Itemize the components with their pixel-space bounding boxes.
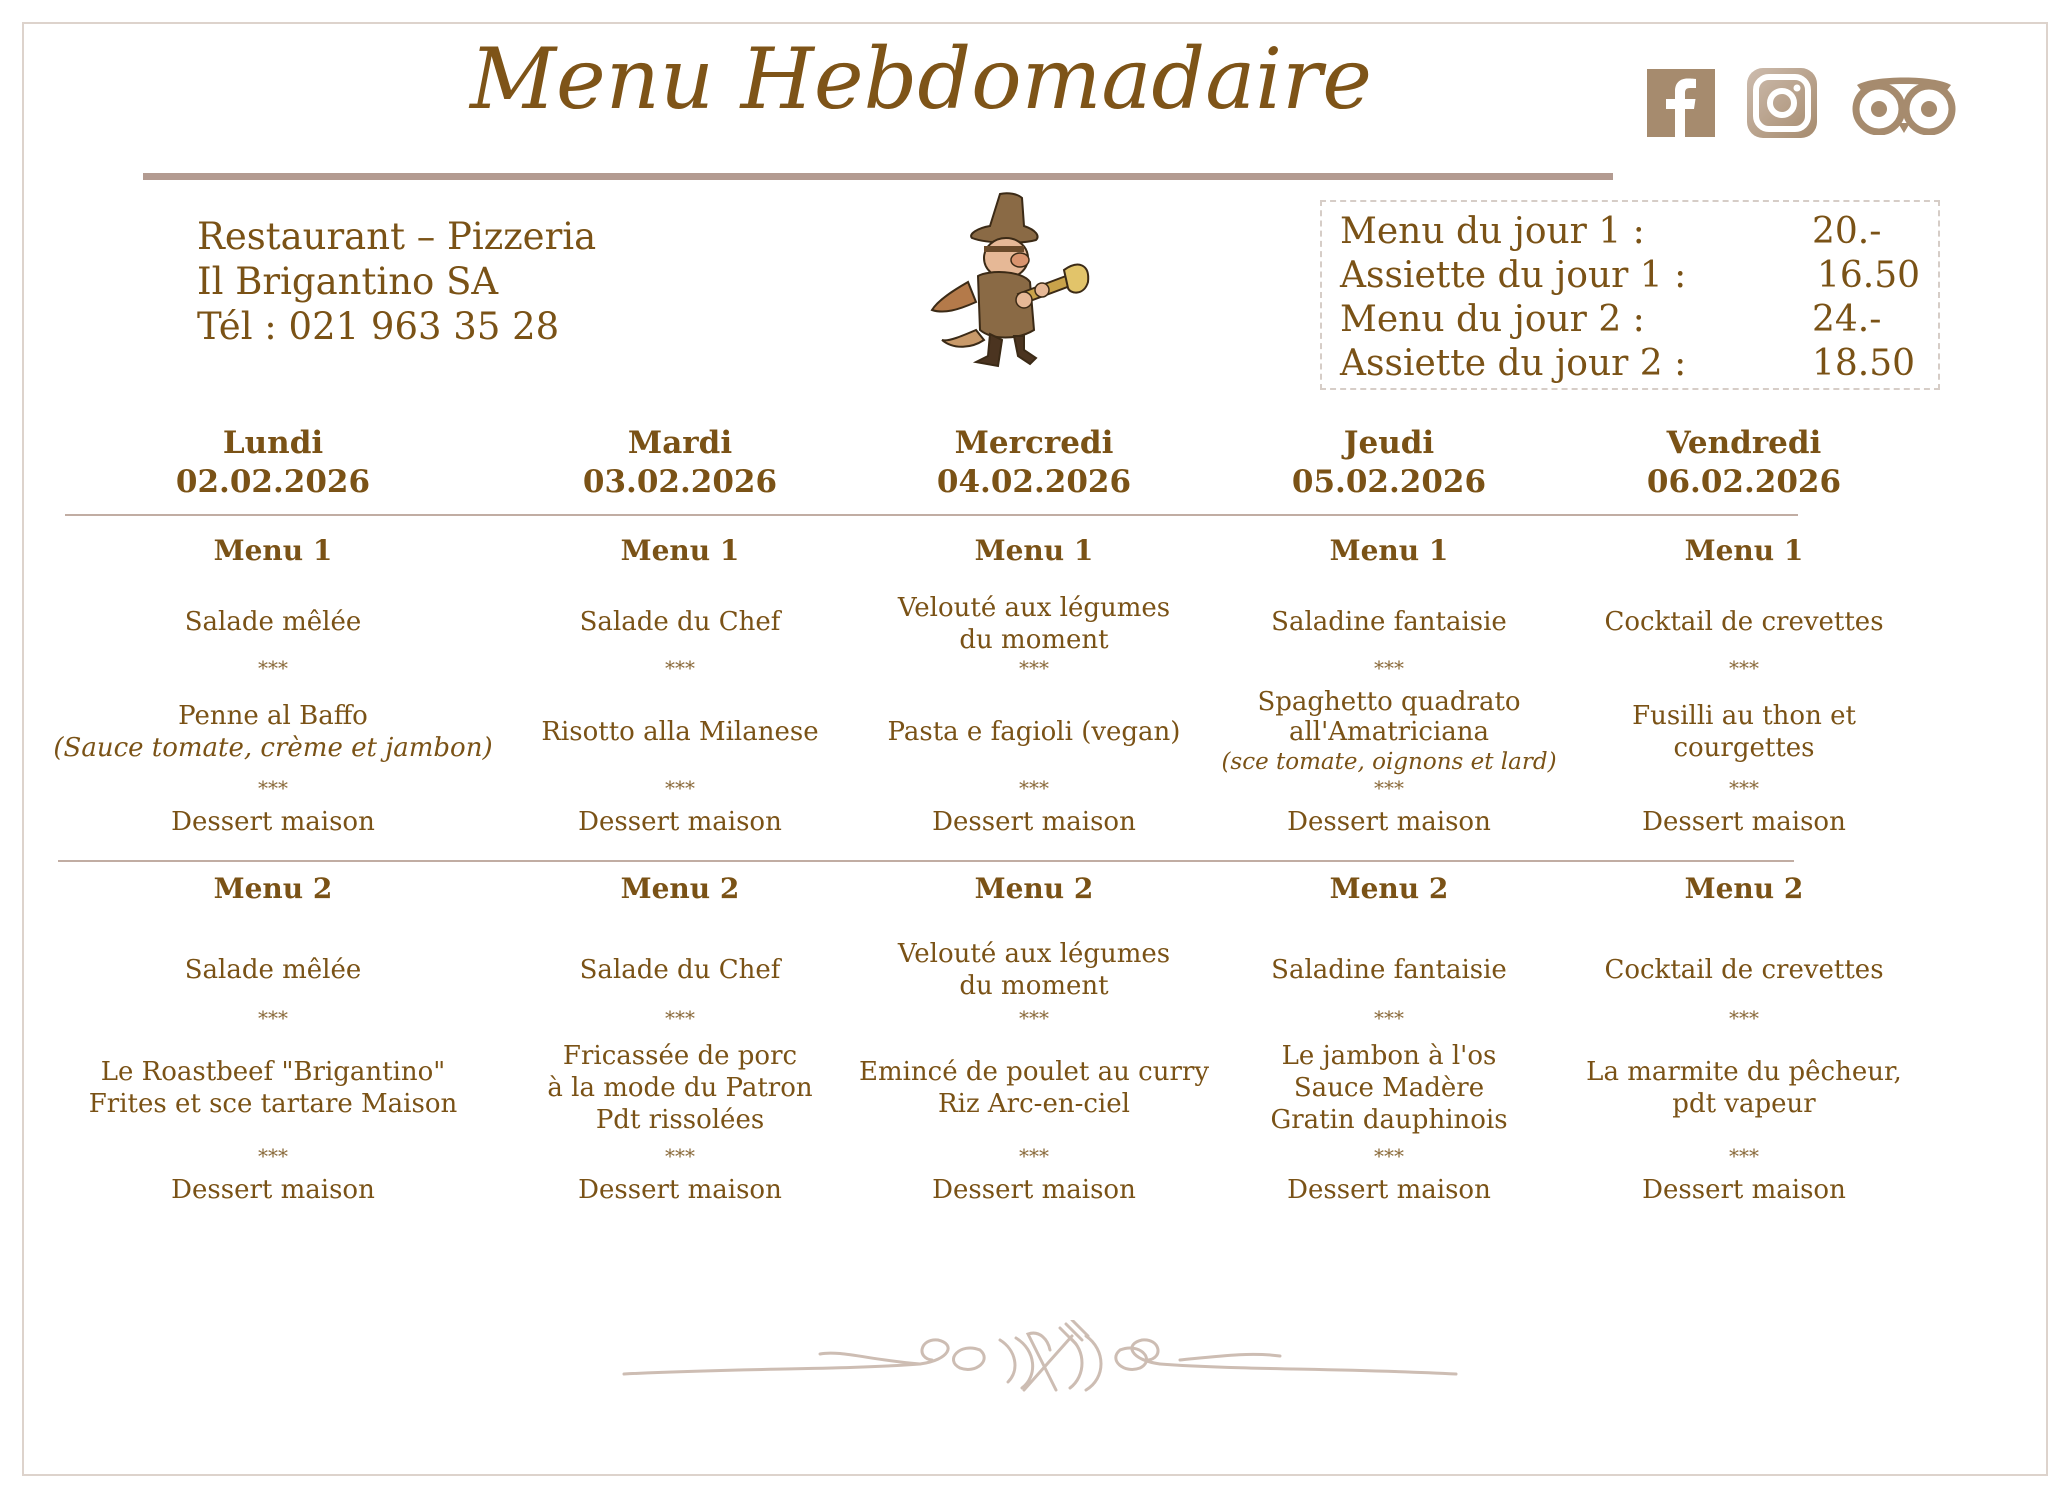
- main-course: Penne al Baffo: [178, 701, 368, 731]
- day-header: [73, 424, 473, 502]
- course-separator: ***: [258, 1006, 288, 1030]
- menu-heading: Menu 1: [213, 534, 333, 567]
- menu-heading: Menu 2: [974, 872, 1094, 905]
- course-separator: ***: [258, 656, 288, 680]
- starter: Velouté aux légumes: [897, 939, 1171, 969]
- course-separator: ***: [1729, 776, 1759, 800]
- main-course: Spaghetto quadrato: [1257, 687, 1521, 717]
- course-separator: ***: [1374, 1144, 1404, 1168]
- main-course: Fusilli au thon et: [1632, 701, 1856, 731]
- menu-heading: Menu 2: [1329, 872, 1449, 905]
- main-course: Sauce Madère: [1293, 1073, 1485, 1103]
- dessert: Dessert maison: [578, 1175, 782, 1205]
- price-amount: 20.-: [1812, 211, 1882, 252]
- price-label: Assiette du jour 2 :: [1340, 343, 1687, 384]
- starter: du moment: [959, 625, 1109, 655]
- instagram-icon[interactable]: [1747, 68, 1817, 142]
- menu-heading: Menu 2: [213, 872, 333, 905]
- starter: Salade mêlée: [184, 955, 362, 985]
- dessert: Dessert maison: [171, 807, 375, 837]
- dessert: Dessert maison: [171, 1175, 375, 1205]
- main-course: Le jambon à l'os: [1281, 1041, 1497, 1071]
- day-header: [480, 424, 880, 502]
- main-course: Le Roastbeef "Brigantino": [100, 1057, 446, 1087]
- dessert: Dessert maison: [1642, 1175, 1846, 1205]
- page-title: Menu Hebdomadaire: [470, 30, 1373, 128]
- menu-heading: Menu 1: [620, 534, 740, 567]
- day-date: 05.02.2026: [1291, 464, 1487, 500]
- restaurant-info: [197, 214, 596, 349]
- main-course: La marmite du pêcheur,: [1586, 1057, 1902, 1087]
- social-links: [1647, 68, 1991, 142]
- course-separator: ***: [1374, 656, 1404, 680]
- title-divider: [143, 173, 1613, 180]
- course-separator: ***: [1019, 1144, 1049, 1168]
- main-course: Fricassée de porc: [562, 1041, 798, 1071]
- day-header: [1189, 424, 1589, 502]
- main-course: courgettes: [1673, 733, 1815, 763]
- tripadvisor-icon[interactable]: [1849, 71, 1959, 139]
- starter: Cocktail de crevettes: [1604, 607, 1884, 637]
- course-separator: ***: [1729, 1006, 1759, 1030]
- day-date: 03.02.2026: [582, 464, 778, 500]
- day-name: Mercredi: [954, 425, 1114, 461]
- menu-heading: Menu 1: [1684, 534, 1804, 567]
- main-course: pdt vapeur: [1672, 1089, 1816, 1119]
- main-course: à la mode du Patron: [547, 1073, 813, 1103]
- price-amount: 18.50: [1812, 343, 1916, 384]
- main-course: Frites et sce tartare Maison: [88, 1089, 458, 1119]
- course-separator: ***: [1374, 776, 1404, 800]
- starter: Salade du Chef: [579, 955, 781, 985]
- course-separator: ***: [258, 776, 288, 800]
- course-separator: ***: [1019, 1006, 1049, 1030]
- course-separator: ***: [1374, 1006, 1404, 1030]
- facebook-icon[interactable]: [1647, 69, 1715, 141]
- main-course: Pdt rissolées: [595, 1105, 765, 1135]
- course-separator: ***: [1729, 1144, 1759, 1168]
- restaurant-name: Il Brigantino SA: [197, 260, 499, 303]
- course-separator: ***: [665, 656, 695, 680]
- section-divider: [65, 514, 1798, 516]
- day-name: Mardi: [627, 425, 733, 461]
- price-amount: 16.50: [1817, 255, 1921, 296]
- menu-heading: Menu 2: [1684, 872, 1804, 905]
- course-separator: ***: [258, 1144, 288, 1168]
- dessert: Dessert maison: [932, 1175, 1136, 1205]
- course-separator: ***: [1019, 776, 1049, 800]
- price-label: Menu du jour 2 :: [1340, 299, 1645, 340]
- restaurant-type: Restaurant – Pizzeria: [197, 215, 597, 258]
- price-list: [1320, 200, 1940, 390]
- main-course-note: (Sauce tomate, crème et jambon): [53, 733, 493, 763]
- section-divider: [58, 860, 1794, 862]
- dessert: Dessert maison: [1287, 807, 1491, 837]
- day-name: Jeudi: [1343, 425, 1435, 461]
- price-label: Menu du jour 1 :: [1340, 211, 1645, 252]
- dessert: Dessert maison: [1642, 807, 1846, 837]
- starter: Salade mêlée: [184, 607, 362, 637]
- main-course: Gratin dauphinois: [1270, 1105, 1508, 1135]
- main-course: Emincé de poulet au curry: [858, 1057, 1210, 1087]
- day-name: Vendredi: [1666, 425, 1822, 461]
- course-separator: ***: [665, 1144, 695, 1168]
- main-course-note: (sce tomate, oignons et lard): [1221, 749, 1557, 775]
- course-separator: ***: [1729, 656, 1759, 680]
- menu-heading: Menu 1: [974, 534, 1094, 567]
- day-date: 02.02.2026: [175, 464, 371, 500]
- restaurant-phone: Tél : 021 963 35 28: [197, 305, 560, 348]
- dessert: Dessert maison: [932, 807, 1136, 837]
- brigand-mascot-illustration: [918, 190, 1094, 372]
- starter: Salade du Chef: [579, 607, 781, 637]
- main-course: Risotto alla Milanese: [541, 717, 819, 747]
- day-header: [834, 424, 1234, 502]
- starter: Cocktail de crevettes: [1604, 955, 1884, 985]
- menu-heading: Menu 2: [620, 872, 740, 905]
- starter: Saladine fantaisie: [1271, 607, 1507, 637]
- price-amount: 24.-: [1812, 299, 1882, 340]
- main-course: Pasta e fagioli (vegan): [887, 717, 1181, 747]
- course-separator: ***: [665, 1006, 695, 1030]
- main-course: Riz Arc-en-ciel: [938, 1089, 1130, 1119]
- starter: Velouté aux légumes: [897, 593, 1171, 623]
- day-header: [1544, 424, 1944, 502]
- main-course: all'Amatriciana: [1288, 717, 1490, 747]
- starter: Saladine fantaisie: [1271, 955, 1507, 985]
- dessert: Dessert maison: [1287, 1175, 1491, 1205]
- course-separator: ***: [665, 776, 695, 800]
- dessert: Dessert maison: [578, 807, 782, 837]
- price-label: Assiette du jour 1 :: [1340, 255, 1687, 296]
- menu-heading: Menu 1: [1329, 534, 1449, 567]
- cutlery-flourish-ornament: [620, 1320, 1460, 1410]
- day-date: 06.02.2026: [1646, 464, 1842, 500]
- day-date: 04.02.2026: [936, 464, 1132, 500]
- day-name: Lundi: [222, 425, 324, 461]
- course-separator: ***: [1019, 656, 1049, 680]
- starter: du moment: [959, 971, 1109, 1001]
